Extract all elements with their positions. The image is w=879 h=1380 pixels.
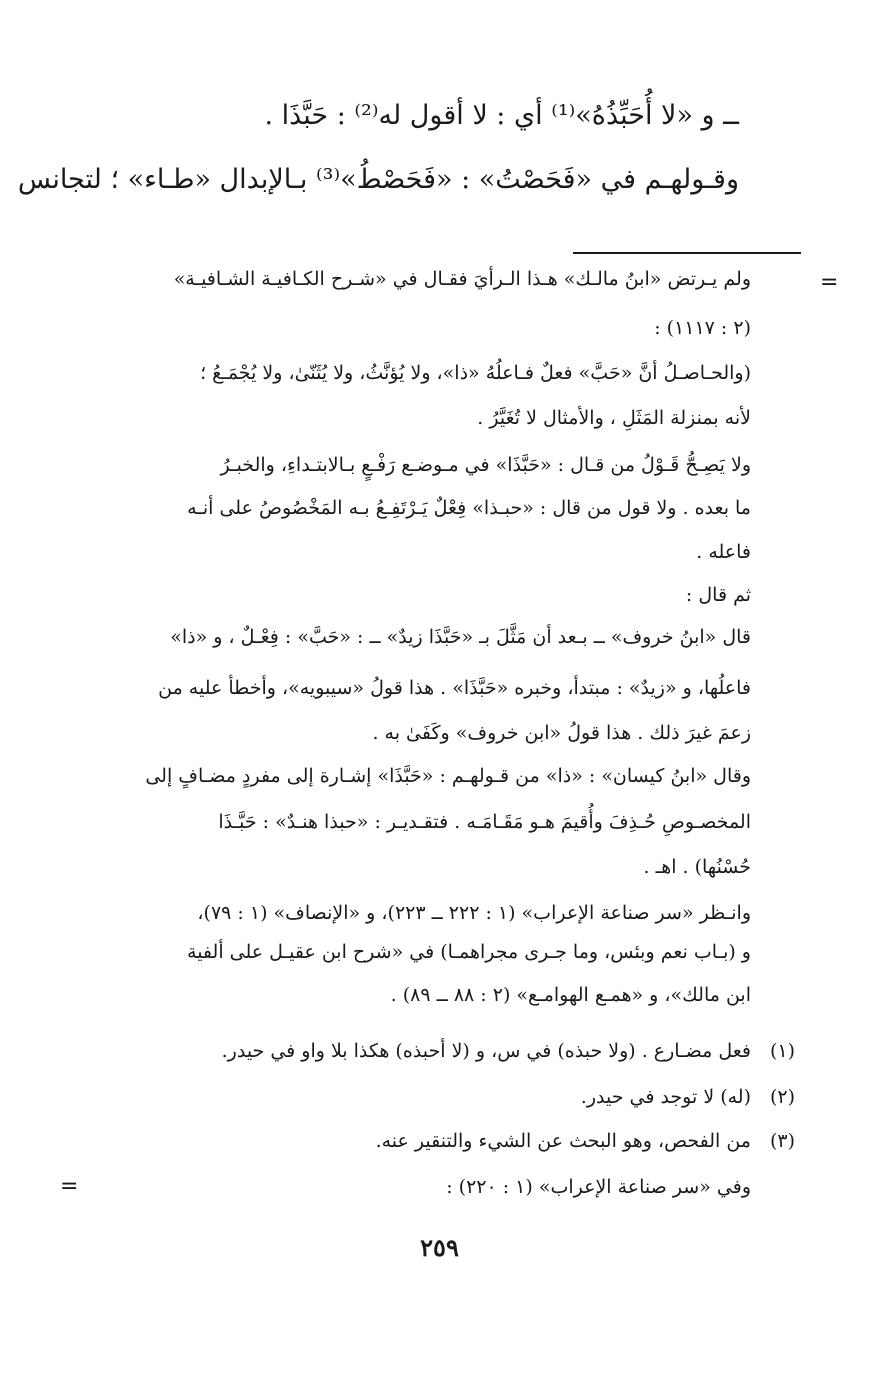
main-text-line-2: وقـولهـم في «فَحَصْتُ» : «فَحَصْطُ»⁽³⁾ بـالإبدال «طـاء» ؛ لتجانس bbox=[17, 164, 739, 195]
note-text-1: فعل مضـارع . (ولا حبذه) في س، و (لا أحبذه) هكذا بلا واو في حيدر. bbox=[221, 1040, 751, 1062]
footnote-line-3: (والحـاصـلُ أنَّ «حَبَّ» فعلٌ فـاعلُهُ «ذا»، ولا يُؤنَّثُ، ولا يُثَنّىٰ، ولا يُجْمَـعُ ؛ bbox=[200, 362, 751, 384]
page-number: ٢٥٩ bbox=[420, 1233, 459, 1262]
footnote-line-9: قال «ابنُ خروف» ــ بـعد أن مَثَّلَ بـ «حَبَّذَا زيدٌ» ــ : «حَبَّ» : فِعْـلٌ ، و «ذا» bbox=[170, 626, 751, 648]
continuation-mark-top: = bbox=[820, 270, 839, 295]
footnote-line-6: ما بعده . ولا قول من قال : «حبـذا» فِعْلٌ يَـرْتَفِـعُ بـه المَخْصُوصُ على أنـه bbox=[187, 497, 751, 519]
footnote-line-17: ابن مالك»، و «همـع الهوامـع» (٢ : ٨٨ ــ ٨٩) . bbox=[390, 984, 751, 1006]
footnote-line-2: (٢ : ١١١٧) : bbox=[654, 317, 751, 339]
footnote-line-1: ولم يـرتض «ابنُ مالـك» هـذا الـرأيَ فقـال في «شـرح الكـافيـة الشـافيـة» bbox=[173, 268, 751, 290]
footnote-separator bbox=[573, 252, 801, 254]
note-number-3: (٣) bbox=[769, 1130, 795, 1152]
footnote-line-11: زعمَ غيرَ ذلك . هذا قولُ «ابن خروف» وكَفَىٰ به . bbox=[372, 722, 751, 744]
footnote-line-4: لأنه بمنزلة المَثَلِ ، والأمثال لا تُغَيَّرُ . bbox=[477, 407, 751, 429]
note-text-2: (له) لا توجد في حيدر. bbox=[580, 1086, 751, 1108]
note-3-continued: وفي «سر صناعة الإعراب» (١ : ٢٢٠) : bbox=[446, 1176, 751, 1198]
continuation-mark-bottom: = bbox=[60, 1174, 79, 1199]
footnote-line-13: المخصـوصِ حُـذِفَ وأُقيمَ هـو مَقَـامَـه . فتقـديـر : «حبذا هنـدٌ» : حَبَّـذَا bbox=[218, 811, 751, 833]
note-number-2: (٢) bbox=[769, 1086, 795, 1108]
footnote-line-15: وانـظر «سر صناعة الإعراب» (١ : ٢٢٢ ــ ٢٢٣)، و «الإنصاف» (١ : ٧٩)، bbox=[197, 902, 751, 924]
note-text-3: من الفحص، وهو البحث عن الشيء والتنقير عنه. bbox=[375, 1130, 751, 1152]
footnote-line-16: و (بـاب نعم وبئس، وما جـرى مجراهمـا) في «شرح ابن عقيـل على ألفية bbox=[187, 941, 751, 963]
footnote-line-12: وقال «ابنُ كيسان» : «ذا» من قـولهـم : «حَبَّذَا» إشـارة إلى مفردٍ مضـافٍ إلى bbox=[145, 765, 751, 787]
footnote-line-7: فاعله . bbox=[696, 541, 751, 563]
footnote-line-10: فاعلُها، و «زيدٌ» : مبتدأ، وخبره «حَبَّذَا» . هذا قولُ «سيبويه»، وأخطأ عليه من bbox=[158, 677, 751, 699]
footnote-line-8: ثم قال : bbox=[685, 584, 751, 606]
note-number-1: (١) bbox=[769, 1040, 795, 1062]
footnote-line-5: ولا يَصِـحُّ قَـوْلُ من قـال : «حَبَّذَا» في مـوضـع رَفْـعٍ بـالابتـداءِ، والخبـرُ bbox=[220, 454, 751, 476]
main-text-line-1: ــ و «لا أُحَبِّذُهُ»⁽¹⁾ أي : لا أقول له⁽²⁾ : حَبَّذَا . bbox=[264, 100, 739, 131]
footnote-line-14: حُسْنُها) . اهـ . bbox=[643, 856, 751, 878]
